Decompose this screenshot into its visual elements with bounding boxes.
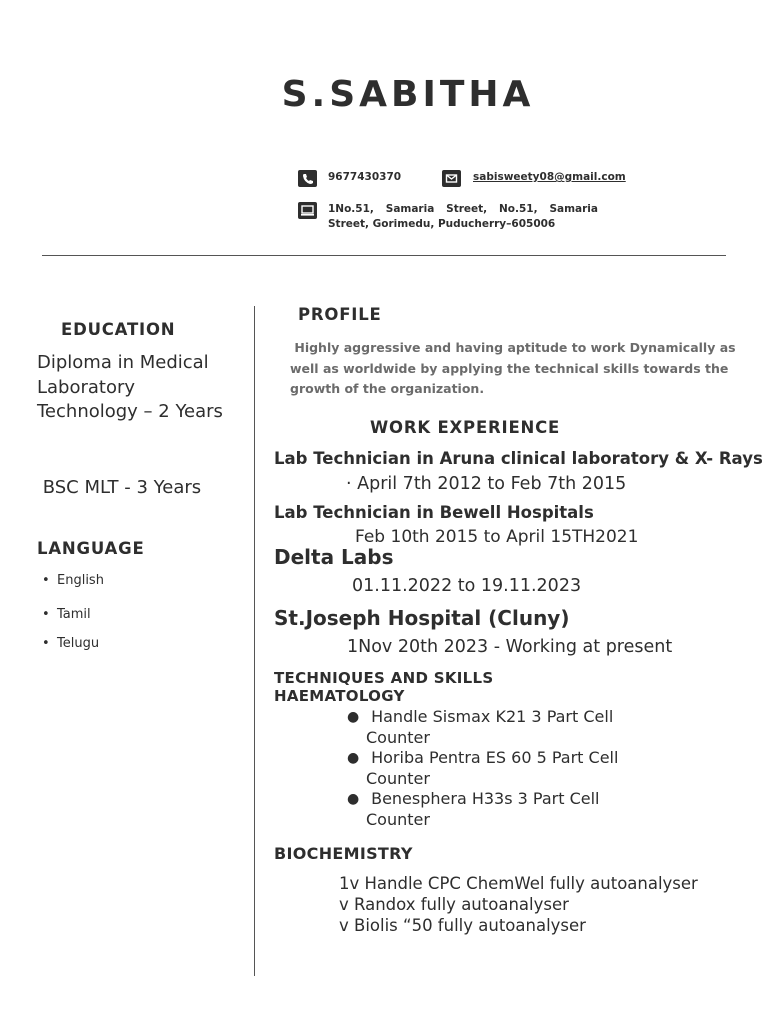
- work-experience-heading: WORK EXPERIENCE: [370, 418, 561, 437]
- language-heading: LANGUAGE: [37, 539, 145, 558]
- job-title: Lab Technician in Aruna clinical laboratory & X- Rays: [274, 449, 763, 468]
- phone-icon: [298, 170, 317, 187]
- profile-text: Highly aggressive and having aptitude to work Dynamically as well as worldwide by applying the technical skills towards the growth of the organization.: [290, 340, 740, 396]
- job-dates: 01.11.2022 to 19.11.2023: [352, 576, 582, 596]
- phone-number: 9677430370: [328, 171, 402, 183]
- skill-item: ● Handle Sismax K21 3 Part Cell Counter: [347, 707, 619, 747]
- job-title: Lab Technician in Bewell Hospitals: [274, 503, 594, 522]
- biochemistry-item: 1v Handle CPC ChemWel fully autoanalyser: [339, 874, 698, 893]
- skills-heading: TECHNIQUES AND SKILLS: [274, 669, 494, 687]
- job-dates: · April 7th 2012 to Feb 7th 2015: [346, 474, 627, 494]
- header-divider: [42, 255, 726, 256]
- job-dates: Feb 10th 2015 to April 15TH2021: [355, 527, 639, 547]
- profile-heading: PROFILE: [298, 305, 382, 324]
- laptop-icon: [298, 202, 317, 219]
- envelope-icon: [442, 170, 461, 187]
- language-item: • Telugu: [57, 636, 99, 651]
- bullet-icon: ●: [347, 791, 360, 807]
- education-item: BSC MLT - 3 Years: [37, 477, 202, 498]
- skill-item: ● Benesphera H33s 3 Part Cell Counter: [347, 789, 605, 829]
- resume-name: S.SABITHA: [281, 74, 535, 115]
- job-dates: 1Nov 20th 2023 - Working at present: [347, 637, 673, 657]
- job-title: Delta Labs: [274, 545, 394, 569]
- biochemistry-item: v Biolis “50 fully autoanalyser: [339, 916, 586, 935]
- bullet-icon: ●: [347, 750, 360, 766]
- language-item: • Tamil: [57, 607, 91, 622]
- skill-item: ● Horiba Pentra ES 60 5 Part Cell Counter: [347, 748, 624, 788]
- address: 1No.51, Samaria Street, No.51, Samaria Street, Gorimedu, Puducherry–605006: [328, 203, 598, 230]
- haematology-heading: HAEMATOLOGY: [274, 687, 405, 705]
- email-link[interactable]: sabisweety08@gmail.com: [473, 171, 626, 183]
- education-heading: EDUCATION: [61, 320, 176, 339]
- column-divider: [254, 306, 255, 976]
- bullet-icon: ●: [347, 709, 360, 725]
- language-item: • English: [57, 573, 104, 588]
- education-item: Diploma in Medical Laboratory Technology – 2 Years: [37, 352, 223, 422]
- biochemistry-heading: BIOCHEMISTRY: [274, 844, 413, 863]
- job-title: St.Joseph Hospital (Cluny): [274, 606, 570, 630]
- biochemistry-item: v Randox fully autoanalyser: [339, 895, 569, 914]
